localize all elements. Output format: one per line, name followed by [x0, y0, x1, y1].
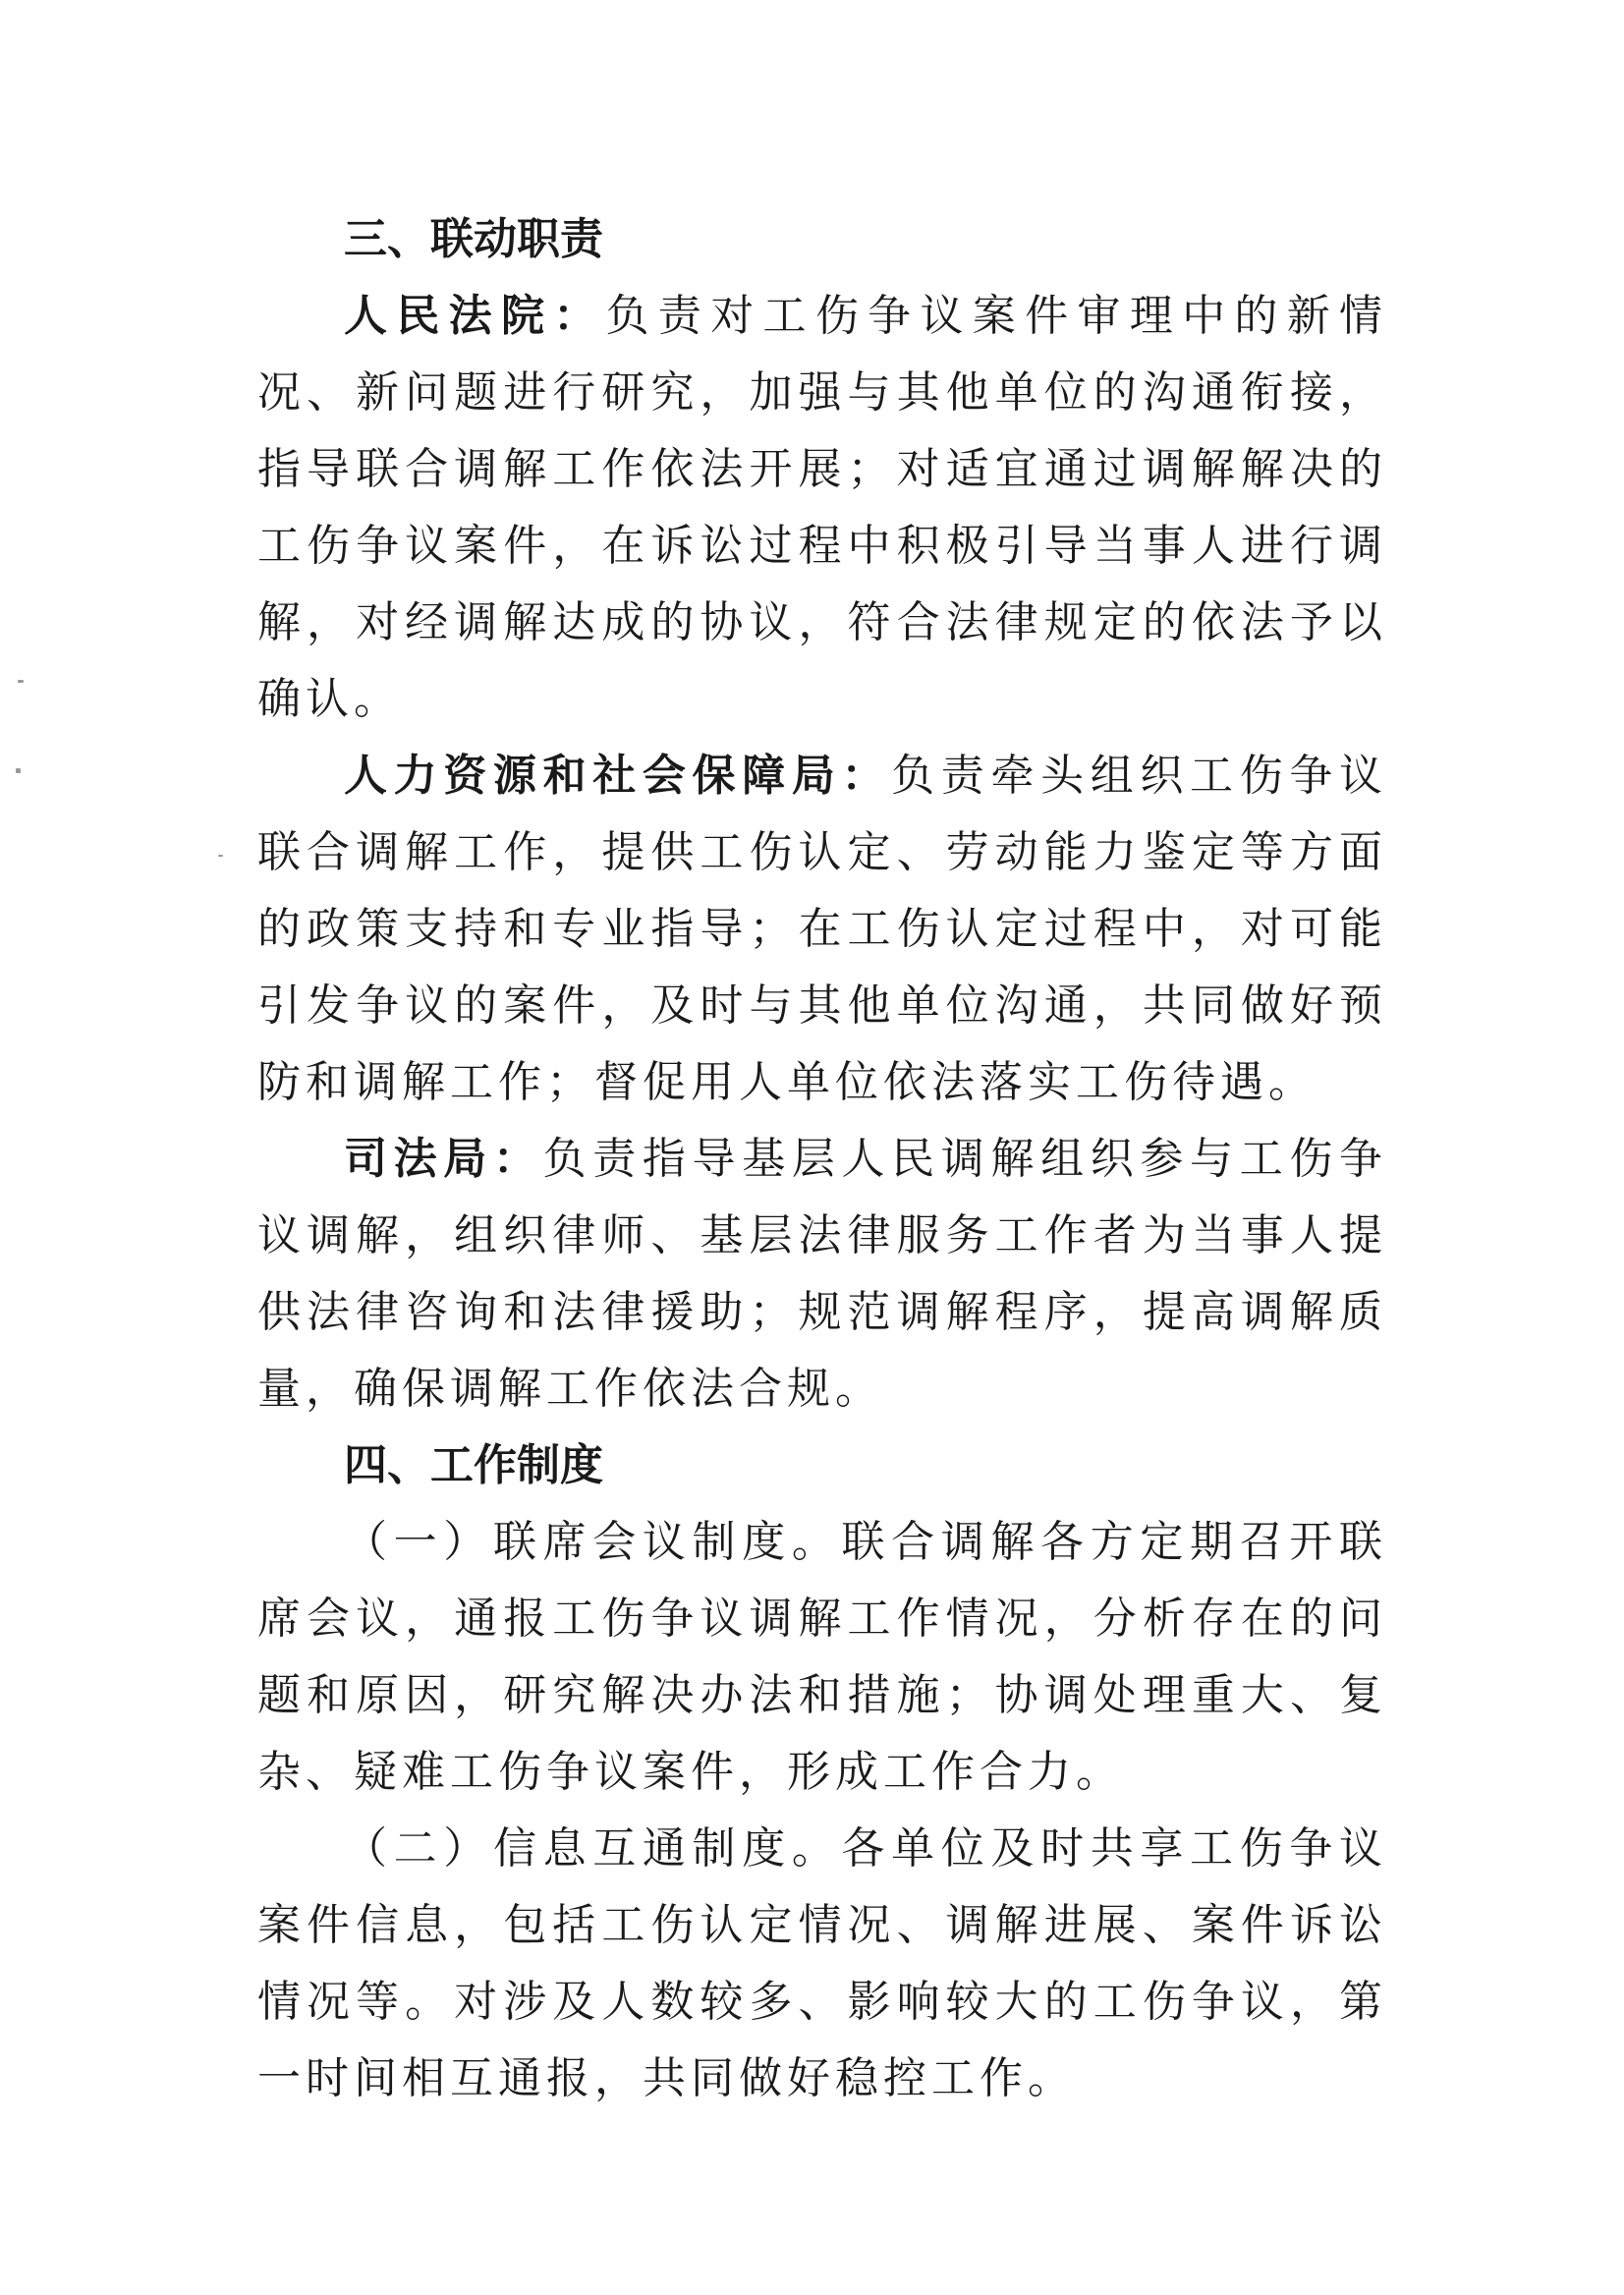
paragraph-court [257, 278, 1387, 738]
section-heading-work-system: 四、工作制度 [344, 1440, 603, 1490]
paragraph-text: （二）信息互通制度。各单位及时共享工伤争议案件信息，包括工伤认定情况、调解进展、案件诉讼情况等。对涉及人数较多、影响较大的工伤争议，第一时间相互通报，共同做好稳控工作。 [257, 1823, 1387, 2103]
paragraph-text: 负责指导基层人民调解组织参与工伤争议调解，组织律师、基层法律服务工作者为当事人提供法律咨询和法律援助；规范调解程序，提高调解质量，确保调解工作依法合规。 [257, 1134, 1388, 1414]
paragraph-lead: 人力资源和社会保障局： [344, 751, 892, 801]
scan-speck [18, 680, 24, 683]
paragraph-lead: 人民法院： [344, 291, 606, 341]
scan-speck [218, 855, 223, 857]
paragraph-text: 负责对工伤争议案件审理中的新情况、新问题进行研究，加强与其他单位的沟通衔接，指导联合调解工作依法开展；对适宜通过调解解决的工伤争议案件，在诉讼过程中积极引导当事人进行调解，对经调解达成的协议，符合法律规定的依法予以确认。 [257, 291, 1388, 724]
paragraph-text: 负责牵头组织工伤争议联合调解工作，提供工伤认定、劳动能力鉴定等方面的政策支持和专业指导；在工伤认定过程中，对可能引发争议的案件，及时与其他单位沟通，共同做好预防和调解工作；督促用人单位依法落实工伤待遇。 [257, 751, 1388, 1107]
paragraph-justice-bureau [257, 1121, 1387, 1427]
paragraph-lead: 司法局： [344, 1134, 543, 1184]
paragraph-info-sharing [257, 1811, 1387, 2117]
paragraph-hr-bureau [257, 738, 1387, 1121]
scan-speck [16, 768, 21, 773]
paragraph-text: （一）联席会议制度。联合调解各方定期召开联席会议，通报工伤争议调解工作情况，分析存在的问题和原因，研究解决办法和措施；协调处理重大、复杂、疑难工伤争议案件，形成工作合力。 [257, 1517, 1387, 1797]
paragraph-joint-meeting [257, 1504, 1387, 1811]
document-body [257, 201, 1387, 2117]
section-heading-linkage-duties: 三、联动职责 [344, 214, 603, 264]
